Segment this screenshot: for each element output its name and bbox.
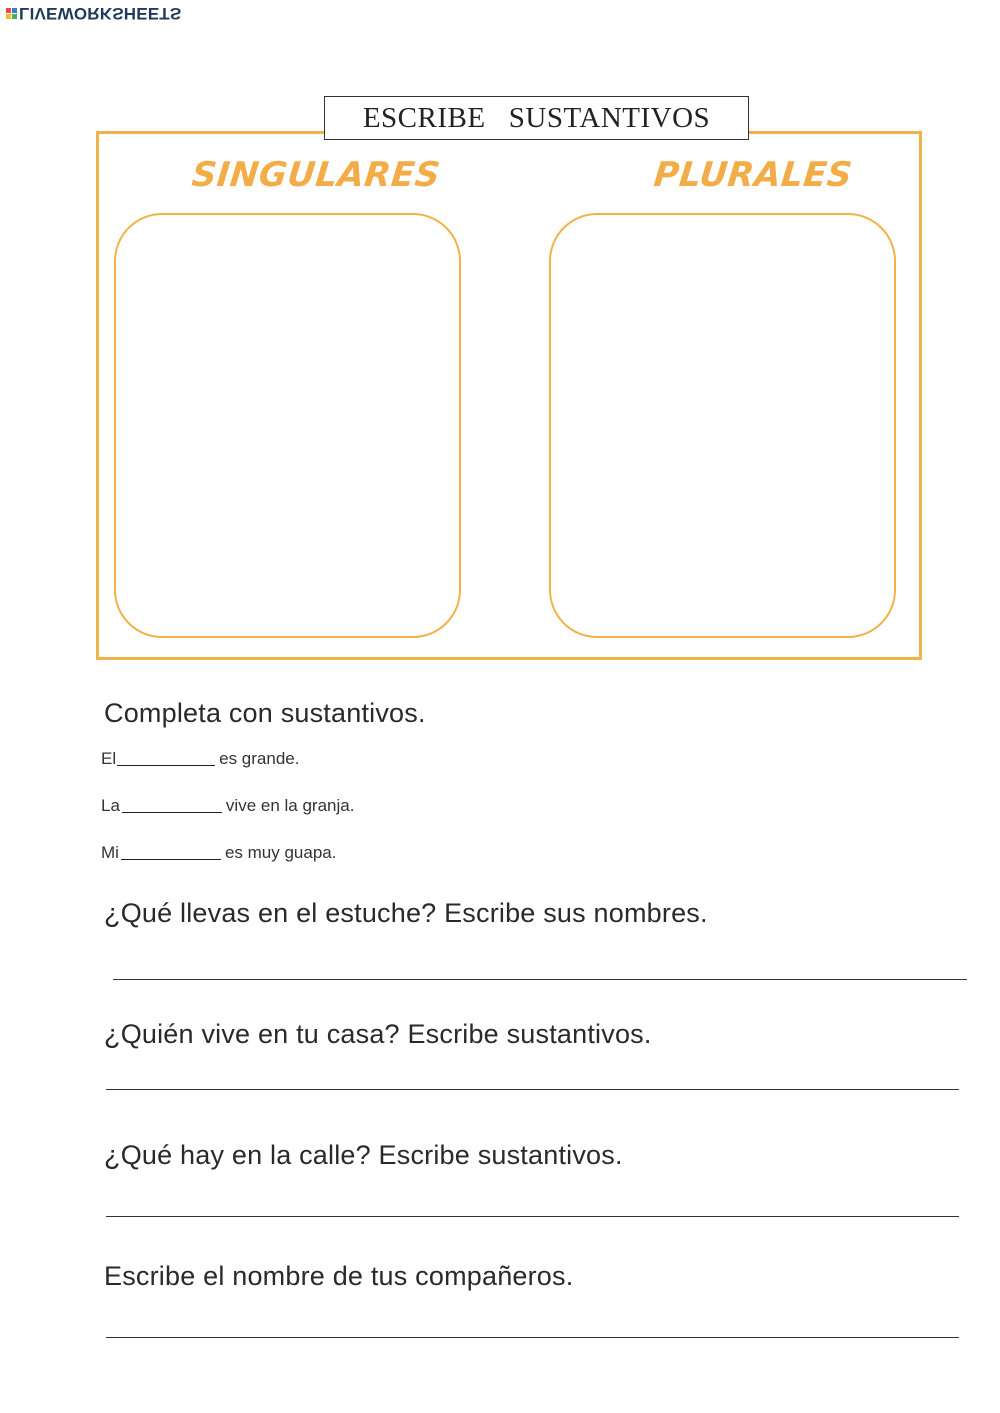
sentence-2-start: La <box>101 796 120 815</box>
sentence-1-start: El <box>101 749 117 768</box>
sentence-3-start: Mi <box>101 843 119 862</box>
question-companeros: Escribe el nombre de tus compañeros. <box>104 1261 574 1291</box>
sentence-2-blank[interactable] <box>122 811 222 813</box>
answer-line-casa[interactable] <box>106 1089 959 1090</box>
heading-plurales: PLURALES <box>651 155 855 195</box>
sentence-3-end: es muy guapa. <box>224 843 337 862</box>
answer-line-calle[interactable] <box>106 1216 959 1217</box>
singulares-answer-box[interactable] <box>114 213 461 638</box>
question-casa: ¿Quién vive en tu casa? Escribe sustantivos. <box>104 1019 652 1049</box>
heading-singulares: SINGULARES <box>189 155 443 195</box>
logo-text: LIVEWORKSHEETS <box>19 4 182 23</box>
sentence-3-blank[interactable] <box>121 858 221 860</box>
answer-line-estuche[interactable] <box>113 979 967 980</box>
sentence-2 <box>101 796 354 816</box>
sentence-1 <box>101 749 299 769</box>
plurales-answer-box[interactable] <box>549 213 896 638</box>
worksheet-title: ESCRIBE SUSTANTIVOS <box>324 96 749 140</box>
complete-title: Completa con sustantivos. <box>104 698 426 728</box>
answer-line-companeros[interactable] <box>106 1337 959 1338</box>
question-estuche: ¿Qué llevas en el estuche? Escribe sus nombres. <box>104 898 708 928</box>
sentence-2-end: vive en la granja. <box>225 796 355 815</box>
sentence-1-end: es grande. <box>219 749 300 768</box>
sentence-1-blank[interactable] <box>117 764 215 766</box>
liveworksheets-logo <box>6 3 181 23</box>
sentence-3 <box>101 843 336 863</box>
logo-squares-icon <box>6 8 17 19</box>
question-calle: ¿Qué hay en la calle? Escribe sustantivos. <box>104 1140 623 1170</box>
